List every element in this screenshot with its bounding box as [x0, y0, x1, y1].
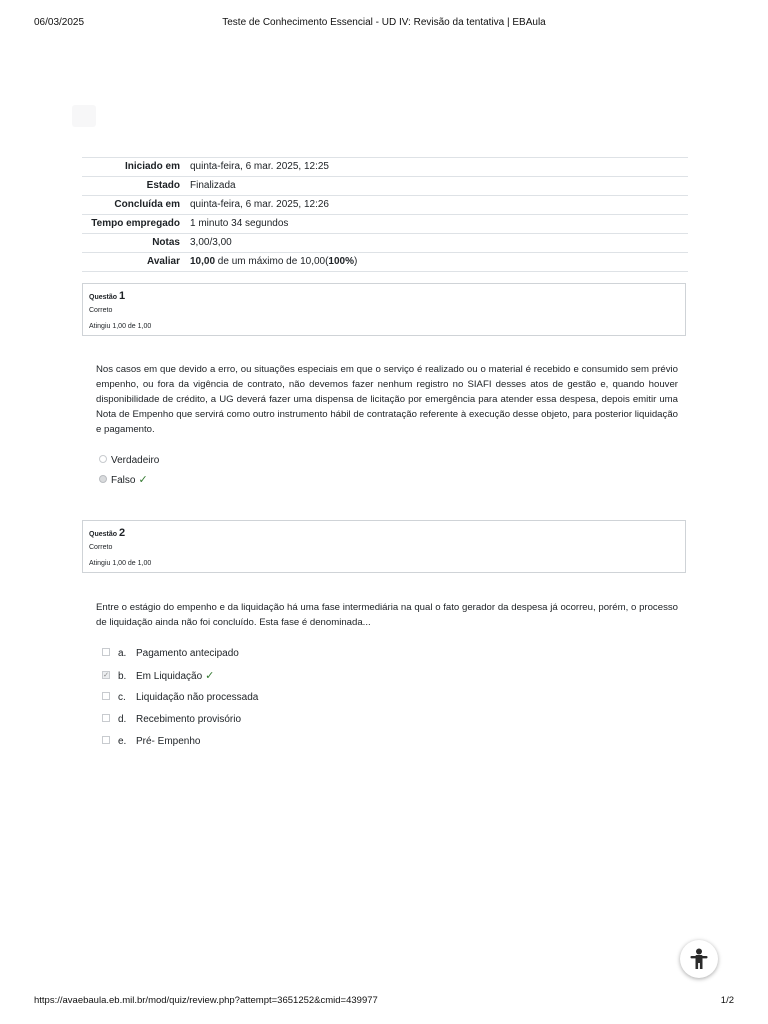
option-label: Liquidação não processada [136, 692, 259, 703]
question-label: Questão [89, 294, 118, 301]
answer-option-a[interactable] [102, 646, 239, 662]
checkbox[interactable] [102, 736, 110, 744]
question-2-info [82, 520, 686, 573]
question-label: Questão [89, 531, 118, 538]
checkbox[interactable] [102, 714, 110, 722]
answer-option-verdadeiro[interactable] [99, 453, 159, 469]
question-state: Correto [89, 307, 113, 314]
grade-label: Avaliar [82, 253, 186, 272]
print-footer [34, 995, 734, 1009]
option-label: Pré- Empenho [136, 736, 201, 747]
checkbox-checked[interactable]: ✓ [103, 672, 109, 680]
question-state: Correto [89, 544, 113, 551]
option-letter: c. [118, 692, 126, 703]
grade-mid: de um máximo de 10,00( [215, 256, 329, 267]
completed-label: Concluída em [82, 196, 186, 215]
question-number [89, 290, 125, 302]
checkbox[interactable] [102, 692, 110, 700]
question-grade: Atingiu 1,00 de 1,00 [89, 560, 152, 567]
option-label: Em Liquidação [136, 671, 203, 682]
started-value: quinta-feira, 6 mar. 2025, 12:25 [186, 158, 688, 177]
question-grade: Atingiu 1,00 de 1,00 [89, 323, 152, 330]
completed-value: quinta-feira, 6 mar. 2025, 12:26 [186, 196, 688, 215]
print-page-number: 1/2 [720, 995, 734, 1006]
answer-option-d[interactable] [102, 712, 241, 728]
summary-row-grade [82, 253, 688, 272]
checkmark-icon: ✓ [138, 474, 148, 486]
state-value: Finalizada [186, 177, 688, 196]
option-label: Falso [111, 475, 136, 486]
question-number-value: 2 [118, 527, 126, 539]
marks-value: 3,00/3,00 [186, 234, 688, 253]
marks-label: Notas [82, 234, 186, 253]
option-label: Recebimento provisório [136, 714, 242, 725]
state-label: Estado [82, 177, 186, 196]
summary-row-completed [82, 196, 688, 215]
answer-option-b[interactable] [102, 668, 214, 684]
summary-row-state [82, 177, 688, 196]
print-title: Teste de Conhecimento Essencial - UD IV: Revisão da tentativa | EBAula [222, 17, 546, 28]
question-1-info [82, 283, 686, 336]
print-header [34, 17, 734, 31]
option-letter: d. [118, 714, 127, 725]
radio-button[interactable] [99, 455, 107, 463]
option-label: Verdadeiro [111, 455, 160, 466]
option-letter: b. [118, 671, 127, 682]
summary-row-time [82, 215, 688, 234]
grade-score: 10,00 [190, 256, 216, 267]
option-letter: e. [118, 736, 127, 747]
radio-button-selected[interactable] [99, 475, 107, 483]
time-value: 1 minuto 34 segundos [186, 215, 688, 234]
option-label: Pagamento antecipado [136, 648, 239, 659]
checkmark-icon: ✓ [205, 670, 215, 682]
question-number [89, 527, 125, 539]
grade-percent: 100% [328, 256, 354, 267]
print-url: https://avaebaula.eb.mil.br/mod/quiz/review.php?attempt=3651252&cmid=439977 [34, 995, 378, 1006]
checkbox[interactable] [102, 648, 110, 656]
attempt-summary-table [82, 157, 688, 272]
grade-end: ) [354, 256, 358, 267]
answer-option-e[interactable] [102, 734, 200, 750]
question-2-text: Entre o estágio do empenho e da liquidação há uma fase intermediária na qual o fato gerador da despesa já ocorreu, porém, o processo de liquidação ainda não foi concluído. Esta fase é denominada... [96, 602, 678, 628]
logo-placeholder [72, 105, 96, 127]
accessibility-button[interactable] [680, 940, 718, 978]
question-number-value: 1 [118, 290, 126, 302]
accessibility-person-icon [689, 948, 709, 970]
time-label: Tempo empregado [82, 215, 186, 234]
grade-value [186, 253, 688, 272]
summary-row-started [82, 158, 688, 177]
answer-option-falso[interactable] [99, 472, 148, 488]
summary-row-marks [82, 234, 688, 253]
answer-option-c[interactable] [102, 690, 258, 706]
started-label: Iniciado em [82, 158, 186, 177]
option-letter: a. [118, 648, 127, 659]
question-1-text: Nos casos em que devido a erro, ou situações especiais em que o serviço é realizado ou o material é recebido e consumido sem prévio empenho, ou fora da vigência de contrato, não devemos fazer nenhum registro no SIAFI desses atos de gestão e, quando houver disponibilidade de crédito, a UG deverá fazer uma dispensa de licitação por emergência para atender essa despesa, depois emitir uma Nota de Empenho que servirá como outro instrumento hábil de contratação referente à execução desse objeto, para posterior liquidação e pagamento. [96, 364, 678, 435]
print-date: 06/03/2025 [34, 17, 85, 28]
